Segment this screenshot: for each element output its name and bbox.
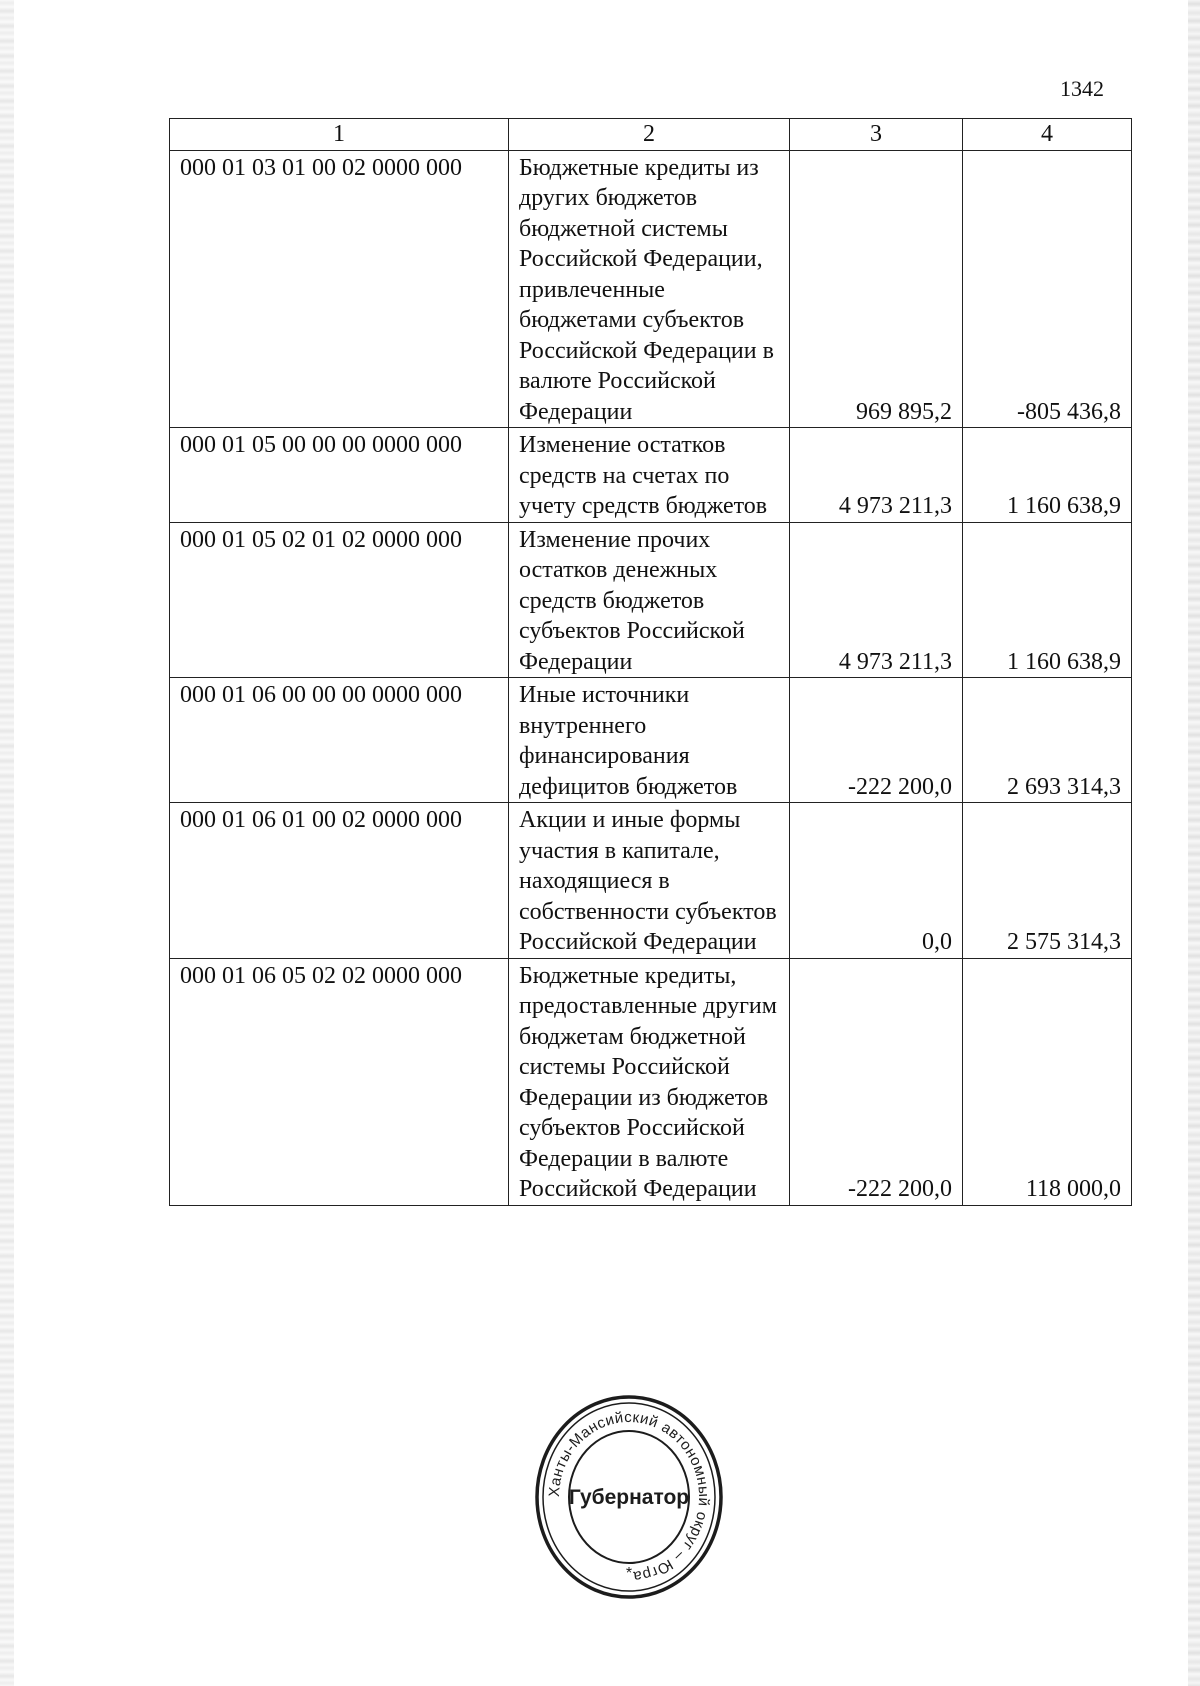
amount-col3-cell: 969 895,2 <box>790 150 963 428</box>
scan-edge-right <box>1188 0 1200 1686</box>
sources-table <box>169 118 1132 1206</box>
amount-col3-cell: -222 200,0 <box>790 678 963 803</box>
column-header-3: 3 <box>790 119 963 151</box>
budget-code-cell: 000 01 06 05 02 02 0000 000 <box>170 958 509 1205</box>
table-row <box>170 958 1132 1205</box>
amount-col3-cell: 4 973 211,3 <box>790 522 963 678</box>
table-row <box>170 803 1132 959</box>
table-row <box>170 150 1132 428</box>
budget-code-cell: 000 01 05 02 01 02 0000 000 <box>170 522 509 678</box>
description-cell: Бюджетные кредиты, предоставленные другим бюджетам бюджетной системы Российской Федерации из бюджетов субъектов Российской Федерации в валюте Российской Федерации <box>509 958 790 1205</box>
amount-col4-cell: 1 160 638,9 <box>963 428 1132 523</box>
description-cell: Иные источники внутреннего финансирования дефицитов бюджетов <box>509 678 790 803</box>
description-cell: Изменение прочих остатков денежных средств бюджетов субъектов Российской Федерации <box>509 522 790 678</box>
amount-col3-cell: -222 200,0 <box>790 958 963 1205</box>
amount-col4-cell: 1 160 638,9 <box>963 522 1132 678</box>
seal-ring-text: Ханты-Мансийский автономный округ – Югра <box>545 1408 713 1585</box>
page-number: 1342 <box>1060 76 1104 101</box>
amount-col3-cell: 4 973 211,3 <box>790 428 963 523</box>
amount-col4-cell: 118 000,0 <box>963 958 1132 1205</box>
amount-col4-cell: 2 693 314,3 <box>963 678 1132 803</box>
seal-center-text: Губернатор <box>568 1486 690 1509</box>
budget-code-cell: 000 01 03 01 00 02 0000 000 <box>170 150 509 428</box>
table-row <box>170 678 1132 803</box>
description-cell: Бюджетные кредиты из других бюджетов бюджетной системы Российской Федерации, привлеченные бюджетами субъектов Российской Федерации в валюте Российской Федерации <box>509 150 790 428</box>
budget-code-cell: 000 01 05 00 00 00 0000 000 <box>170 428 509 523</box>
budget-code-cell: 000 01 06 00 00 00 0000 000 <box>170 678 509 803</box>
column-header-1: 1 <box>170 119 509 151</box>
column-header-4: 4 <box>963 119 1132 151</box>
scan-edge-left <box>0 0 14 1686</box>
column-header-2: 2 <box>509 119 790 151</box>
amount-col4-cell: 2 575 314,3 <box>963 803 1132 959</box>
table-row <box>170 522 1132 678</box>
description-cell: Акции и иные формы участия в капитале, находящиеся в собственности субъектов Российской Федерации <box>509 803 790 959</box>
seal-star-icon: * <box>625 1565 633 1582</box>
table-header-row <box>170 119 1132 151</box>
governor-seal-stamp <box>534 1392 724 1602</box>
budget-code-cell: 000 01 06 01 00 02 0000 000 <box>170 803 509 959</box>
seal-graphic <box>534 1392 724 1602</box>
amount-col3-cell: 0,0 <box>790 803 963 959</box>
description-cell: Изменение остатков средств на счетах по учету средств бюджетов <box>509 428 790 523</box>
amount-col4-cell: -805 436,8 <box>963 150 1132 428</box>
table-row <box>170 428 1132 523</box>
